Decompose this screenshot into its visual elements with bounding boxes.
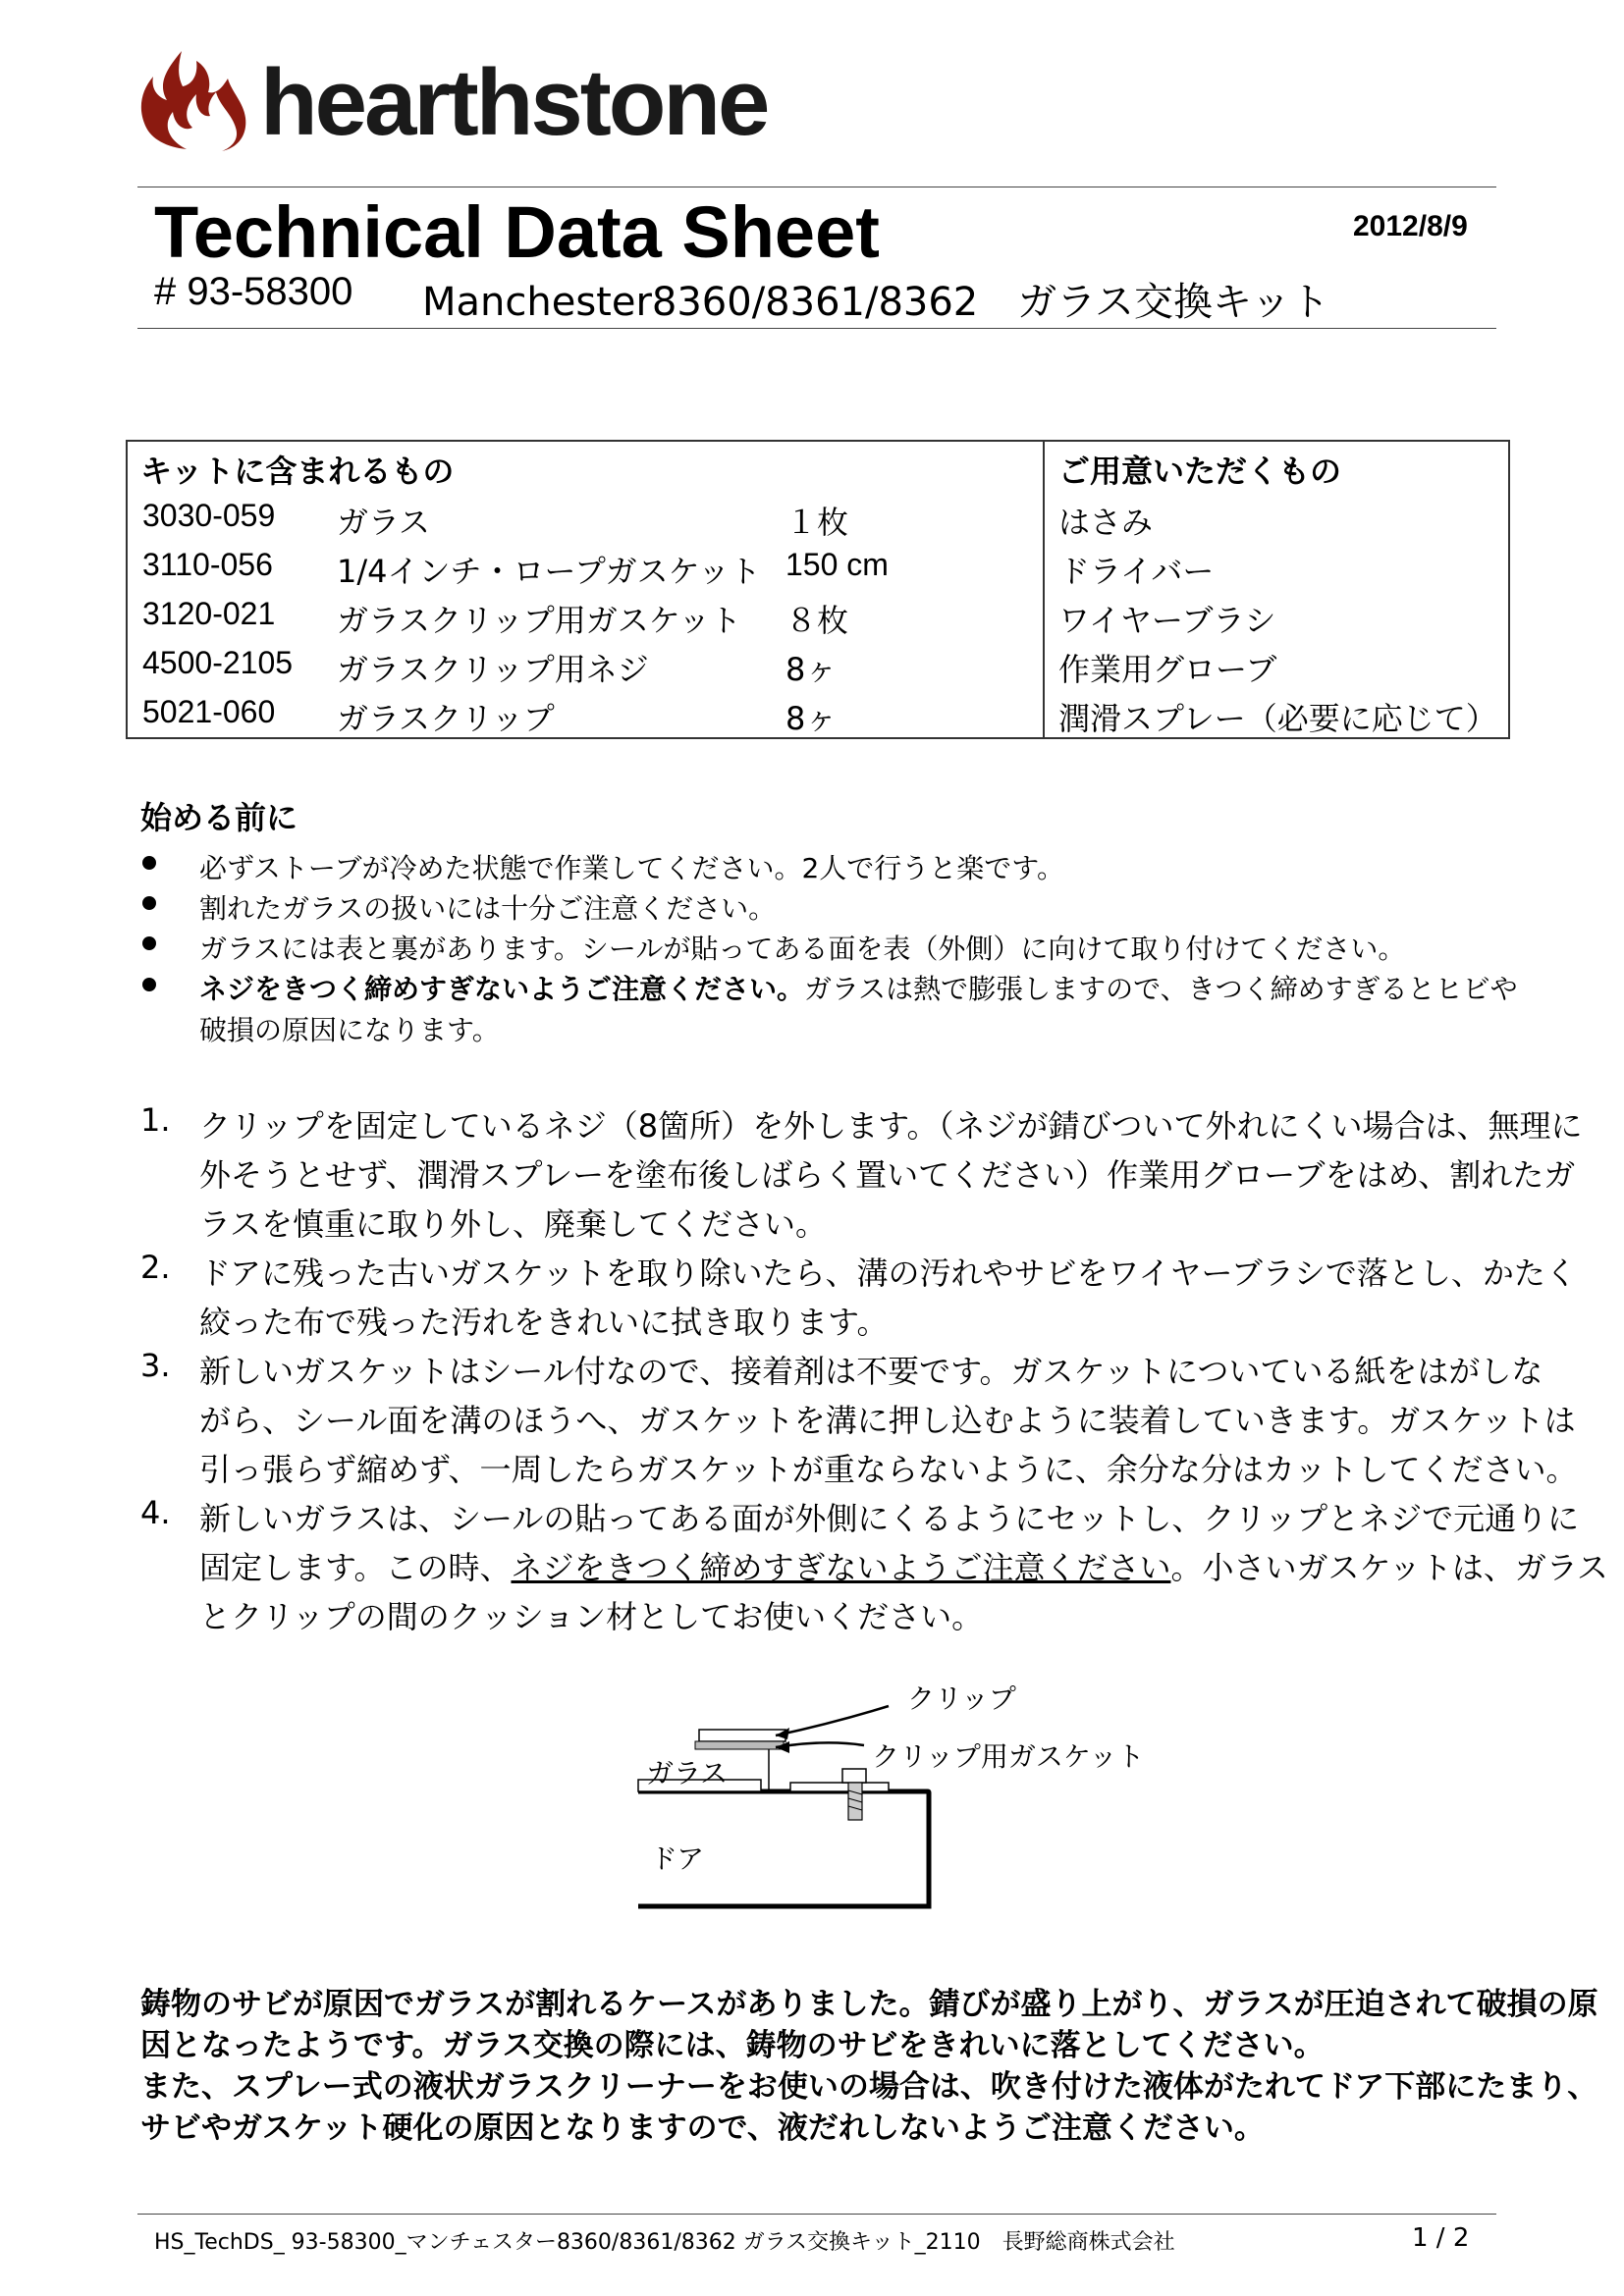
bullet-icon xyxy=(142,896,156,910)
before-start-heading: 始める前に xyxy=(140,799,298,836)
step-number: 4. xyxy=(140,1494,171,1531)
header-bottom-rule xyxy=(137,328,1496,329)
step-warning-underlined: ネジをきつく締めすぎないようご注意ください xyxy=(511,1549,1171,1586)
part-qty: 8ヶ xyxy=(785,651,838,688)
step-text: 外そうとせず、潤滑スプレーを塗布後しばらく置いてください）作業用グローブをはめ、割れたガ xyxy=(199,1156,1576,1194)
step-text: 新しいガスケットはシール付なので、接着剤は不要です。ガスケットについている紙をはがしな xyxy=(199,1353,1543,1390)
tool-item: ドライバー xyxy=(1058,553,1215,590)
page-number: 1 / 2 xyxy=(1412,2223,1470,2253)
document-number: # 93-58300 xyxy=(154,270,353,313)
table-divider xyxy=(1043,440,1045,739)
part-qty: 8ヶ xyxy=(785,700,838,737)
diagram-label-door: ドア xyxy=(650,1842,705,1875)
tool-item: 潤滑スプレー（必要に応じて） xyxy=(1058,700,1497,737)
note-line: サビやガスケット硬化の原因となりますので、液だれしないようご注意ください。 xyxy=(140,2110,1265,2146)
part-qty: １枚 xyxy=(785,504,849,541)
note-line: また、スプレー式の液状ガラスクリーナーをお使いの場合は、吹き付けた液体がたれてドア下部にたまり、 xyxy=(140,2069,1598,2105)
step-number: 2. xyxy=(140,1249,171,1286)
part-number: 4500-2105 xyxy=(142,645,294,680)
note-line: 因となったようです。ガラス交換の際には、鋳物のサビをきれいに落としてください。 xyxy=(140,2028,1325,2063)
bullet-text xyxy=(199,968,1518,1007)
bullet-bold-warning: ネジをきつく締めすぎないようご注意ください。 xyxy=(199,973,805,1005)
footer-rule xyxy=(137,2214,1496,2215)
tools-header: ご用意いただくもの xyxy=(1058,453,1342,490)
step-text: ラスを慎重に取り外し、廃棄してください。 xyxy=(199,1205,828,1243)
part-qty: 150 cm xyxy=(785,547,889,582)
step-text-part: 。小さいガスケットは、ガラス xyxy=(1170,1549,1608,1586)
step-text-part: 固定します。この時、 xyxy=(199,1549,512,1586)
part-name: 1/4インチ・ロープガスケット xyxy=(337,553,761,590)
diagram-label-clip: クリップ xyxy=(907,1682,1016,1715)
bullet-icon xyxy=(142,856,156,870)
bullet-text-rest: ガラスは熱で膨張しますので、きつく締めすぎるとヒビや xyxy=(804,973,1518,1005)
diagram-label-glass: ガラス xyxy=(646,1757,729,1789)
part-name: ガラスクリップ用ネジ xyxy=(337,651,649,688)
tool-item: はさみ xyxy=(1058,504,1154,541)
step-number: 1. xyxy=(140,1101,171,1139)
tool-item: ワイヤーブラシ xyxy=(1058,602,1276,639)
bullet-text: 割れたガラスの扱いには十分ご注意ください。 xyxy=(199,892,777,925)
bullet-text: 必ずストーブが冷めた状態で作業してください。2人で行うと楽です。 xyxy=(199,852,1065,884)
glass-clip-diagram xyxy=(628,1669,1139,1914)
kit-header: キットに含まれるもの xyxy=(140,453,455,490)
step-text: ドアに残った古いガスケットを取り除いたら、溝の汚れやサビをワイヤーブラシで落とし、かたく xyxy=(199,1255,1577,1292)
step-text: とクリップの間のクッション材としてお使いください。 xyxy=(199,1598,984,1635)
step-text: 絞った布で残った汚れをきれいに拭き取ります。 xyxy=(199,1304,889,1341)
bullet-icon xyxy=(142,936,156,950)
part-number: 5021-060 xyxy=(142,694,276,729)
document-date: 2012/8/9 xyxy=(1353,210,1468,242)
brand-logo-text: hearthstone xyxy=(260,50,768,155)
flame-icon xyxy=(137,49,247,152)
step-text xyxy=(199,1543,1608,1588)
part-name: ガラスクリップ xyxy=(337,700,555,737)
tool-item: 作業用グローブ xyxy=(1058,651,1277,688)
part-number: 3030-059 xyxy=(142,498,276,533)
diagram-label-clip-gasket: クリップ用ガスケット xyxy=(872,1740,1145,1773)
step-text: 新しいガラスは、シールの貼ってある面が外側にくるようにセットし、クリップとネジで元通りに xyxy=(199,1500,1580,1537)
footer-document-id: HS_TechDS_ 93-58300_マンチェスター8360/8361/8362 ガラス交換キット_2110 長野総商株式会社 xyxy=(154,2230,1175,2255)
step-number: 3. xyxy=(140,1347,171,1384)
part-qty: ８枚 xyxy=(785,602,849,639)
bullet-text: ガラスには表と裏があります。シールが貼ってある面を表（外側）に向けて取り付けてください。 xyxy=(199,933,1406,965)
note-line: 鋳物のサビが原因でガラスが割れるケースがありました。錆びが盛り上がり、ガラスが圧迫されて破損の原 xyxy=(140,1987,1598,2022)
part-name: ガラスクリップ用ガスケット xyxy=(337,602,742,639)
page-title: Technical Data Sheet xyxy=(154,191,880,273)
step-text: 引っ張らず縮めず、一周したらガスケットが重ならないように、余分な分はカットしてください。 xyxy=(199,1451,1578,1488)
bullet-text-continued: 破損の原因になります。 xyxy=(199,1014,500,1046)
step-text: がら、シール面を溝のほうへ、ガスケットを溝に押し込むように装着していきます。ガスケットは xyxy=(199,1402,1576,1439)
part-name: ガラス xyxy=(337,504,431,541)
step-text: クリップを固定しているネジ（8箇所）を外します。（ネジが錆びついて外れにくい場合は、無理に xyxy=(199,1107,1583,1145)
document-subtitle: Manchester8360/8361/8362 ガラス交換キット xyxy=(422,280,1330,325)
part-number: 3110-056 xyxy=(142,547,273,582)
part-number: 3120-021 xyxy=(142,596,276,631)
bullet-icon xyxy=(142,978,156,991)
